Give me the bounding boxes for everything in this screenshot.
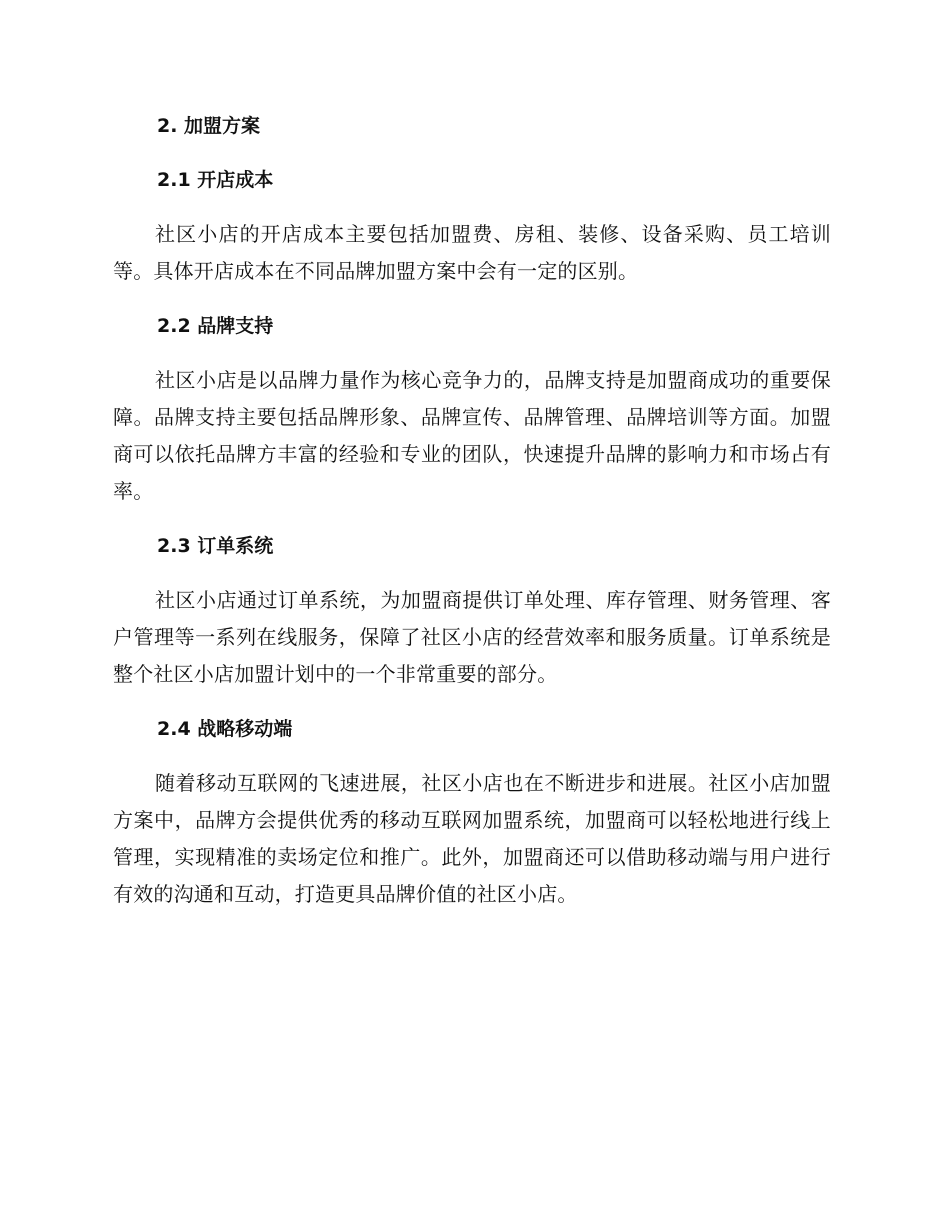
paragraph-2-2: 社区小店是以品牌力量作为核心竞争力的，品牌支持是加盟商成功的重要保障。品牌支持主要包括品牌形象、品牌宣传、品牌管理、品牌培训等方面。加盟商可以依托品牌方丰富的经验和专业的团队，快速提升品牌的影响力和市场占有率。 (113, 368, 831, 503)
subsection-heading-2-3: 2.3 订单系统 (157, 535, 274, 557)
paragraph-2-3: 社区小店通过订单系统，为加盟商提供订单处理、库存管理、财务管理、客户管理等一系列在线服务，保障了社区小店的经营效率和服务质量。订单系统是整个社区小店加盟计划中的一个非常重要的部分。 (113, 588, 831, 686)
section-heading: 2. 加盟方案 (157, 115, 261, 137)
document-page (113, 106, 831, 935)
subsection-heading-2-1: 2.1 开店成本 (157, 169, 274, 191)
subsection-heading-2-2: 2.2 品牌支持 (157, 315, 274, 337)
subsection-heading-2-4: 2.4 战略移动端 (157, 718, 293, 740)
paragraph-2-1: 社区小店的开店成本主要包括加盟费、房租、装修、设备采购、员工培训等。具体开店成本在不同品牌加盟方案中会有一定的区别。 (113, 222, 831, 283)
paragraph-2-4: 随着移动互联网的飞速进展，社区小店也在不断进步和进展。社区小店加盟方案中，品牌方会提供优秀的移动互联网加盟系统，加盟商可以轻松地进行线上管理，实现精准的卖场定位和推广。此外，加盟商还可以借助移动端与用户进行有效的沟通和互动，打造更具品牌价值的社区小店。 (113, 771, 831, 906)
